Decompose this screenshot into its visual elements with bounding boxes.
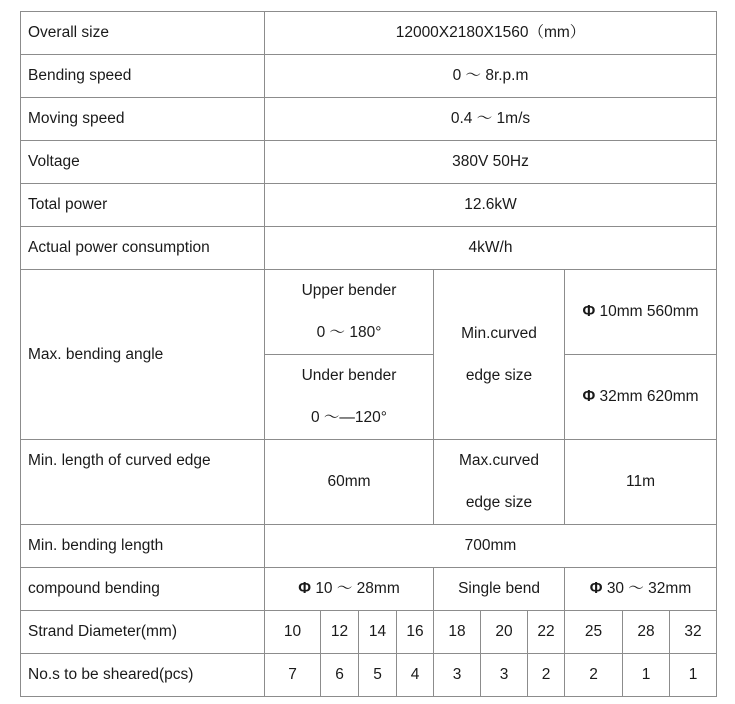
min-curved-size-a bbox=[565, 270, 717, 355]
max-curved-value: 11m bbox=[565, 440, 717, 525]
range-b-value: 30 ～ 32mm bbox=[606, 580, 692, 597]
min-curved-line1: Min.curved bbox=[461, 324, 537, 342]
row-overall-size bbox=[21, 12, 717, 55]
upper-bender-value: 0 ～ 180° bbox=[316, 324, 382, 341]
min-curved-edge-cell bbox=[434, 270, 565, 440]
row-moving-speed bbox=[21, 98, 717, 141]
strand-cell: 14 bbox=[359, 611, 397, 654]
min-length-value: 60mm bbox=[265, 440, 434, 525]
upper-bender-cell bbox=[265, 270, 434, 355]
total-power-label: Total power bbox=[21, 184, 265, 227]
min-bending-length-label: Min. bending length bbox=[21, 525, 265, 568]
compound-range-a bbox=[265, 568, 434, 611]
max-angle-label: Max. bending angle bbox=[21, 270, 265, 440]
strand-cell: 28 bbox=[623, 611, 670, 654]
sheared-cell: 7 bbox=[265, 654, 321, 697]
strand-label: Strand Diameter(mm) bbox=[21, 611, 265, 654]
row-max-angle-upper bbox=[21, 270, 717, 355]
bending-speed-value: 0 ～ 8r.p.m bbox=[265, 55, 717, 98]
row-compound-bending bbox=[21, 568, 717, 611]
compound-label: compound bending bbox=[21, 568, 265, 611]
range-a-value: 10 ～ 28mm bbox=[315, 580, 400, 597]
sheared-cell: 5 bbox=[359, 654, 397, 697]
min-curved-line2: edge size bbox=[465, 366, 533, 384]
row-total-power bbox=[21, 184, 717, 227]
overall-size-label: Overall size bbox=[21, 12, 265, 55]
row-strand-diameter bbox=[21, 611, 717, 654]
strand-cell: 16 bbox=[397, 611, 434, 654]
phi-symbol: Φ bbox=[582, 303, 596, 320]
min-bending-length-value: 700mm bbox=[265, 525, 717, 568]
row-voltage bbox=[21, 141, 717, 184]
actual-power-label: Actual power consumption bbox=[21, 227, 265, 270]
phi-symbol: Φ bbox=[298, 580, 311, 597]
single-bend: Single bend bbox=[434, 568, 565, 611]
sheared-cell: 1 bbox=[623, 654, 670, 697]
voltage-label: Voltage bbox=[21, 141, 265, 184]
strand-cell: 12 bbox=[321, 611, 359, 654]
moving-speed-label: Moving speed bbox=[21, 98, 265, 141]
max-curved-line1: Max.curved bbox=[458, 452, 540, 469]
under-bender-value: 0 ～—120° bbox=[311, 409, 387, 426]
bending-speed-label: Bending speed bbox=[21, 55, 265, 98]
phi-symbol: Φ bbox=[589, 580, 603, 597]
sheared-cell: 6 bbox=[321, 654, 359, 697]
min-curved-size-b bbox=[565, 355, 717, 440]
spec-table bbox=[20, 11, 717, 697]
max-curved-edge-cell bbox=[434, 440, 565, 525]
voltage-value: 380V 50Hz bbox=[265, 141, 717, 184]
strand-cell: 20 bbox=[481, 611, 528, 654]
strand-cell: 22 bbox=[528, 611, 565, 654]
sheared-cell: 1 bbox=[670, 654, 717, 697]
moving-speed-value: 0.4 ～ 1m/s bbox=[265, 98, 717, 141]
row-actual-power bbox=[21, 227, 717, 270]
under-bender-cell bbox=[265, 355, 434, 440]
sheared-cell: 3 bbox=[481, 654, 528, 697]
size-b-value: 32mm 620mm bbox=[599, 388, 699, 405]
max-curved-line2: edge size bbox=[465, 494, 533, 511]
upper-bender-title: Upper bender bbox=[301, 282, 397, 299]
size-a-value: 10mm 560mm bbox=[599, 303, 699, 320]
actual-power-value: 4kW/h bbox=[265, 227, 717, 270]
row-bending-speed bbox=[21, 55, 717, 98]
sheared-cell: 4 bbox=[397, 654, 434, 697]
min-length-label: Min. length of curved edge bbox=[21, 440, 265, 525]
sheared-cell: 2 bbox=[528, 654, 565, 697]
sheared-cell: 2 bbox=[565, 654, 623, 697]
overall-size-value: 12000X2180X1560（mm） bbox=[265, 12, 717, 55]
strand-cell: 10 bbox=[265, 611, 321, 654]
row-min-bending-length bbox=[21, 525, 717, 568]
sheared-label: No.s to be sheared(pcs) bbox=[21, 654, 265, 697]
row-sheared bbox=[21, 654, 717, 697]
total-power-value: 12.6kW bbox=[265, 184, 717, 227]
phi-symbol: Φ bbox=[582, 388, 596, 405]
strand-cell: 32 bbox=[670, 611, 717, 654]
row-min-length bbox=[21, 440, 717, 525]
under-bender-title: Under bender bbox=[301, 367, 397, 384]
strand-cell: 25 bbox=[565, 611, 623, 654]
compound-range-b bbox=[565, 568, 717, 611]
strand-cell: 18 bbox=[434, 611, 481, 654]
sheared-cell: 3 bbox=[434, 654, 481, 697]
